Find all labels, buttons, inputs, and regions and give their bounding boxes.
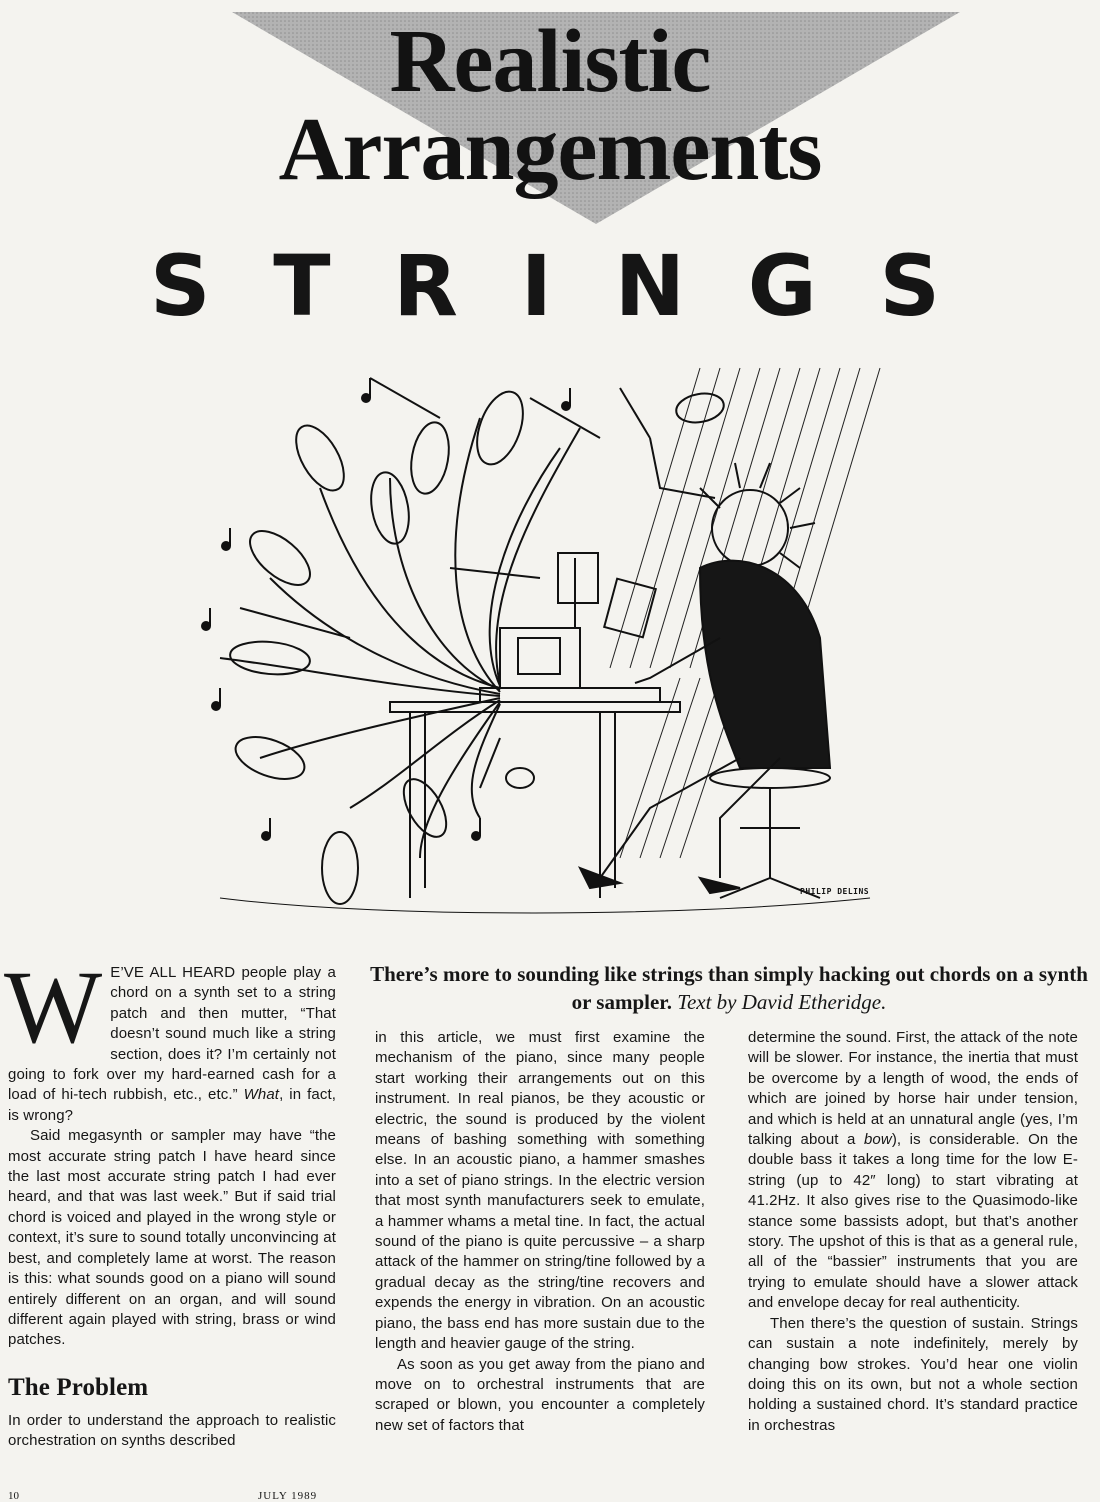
subject-heading (150, 236, 940, 336)
subject-letter: R (393, 237, 458, 335)
opening-tail: , in fact, is wrong? (8, 1086, 336, 1124)
illustration-credit: PHILIP DELINS (800, 887, 870, 896)
paragraph-emphasis: bow (863, 1131, 892, 1149)
page-number: 10 (8, 1490, 19, 1502)
title-line-2: Arrangements (278, 100, 822, 199)
paragraph: In order to understand the approach to realistic orchestration on synths described (8, 1411, 336, 1450)
paragraph-text: ), is considerable. On the double bass it takes a long time for the low E-string (up to 42″ long) to start vibrating at 41.2Hz. It also gives rise to the Quasimodo-like stance some bassists adopt, but that’s another story. The upshot of this is that as a general rule, all of the “bassier” instruments that you are trying to emulate should have a slower attack and envelope decay for real authenticity. (748, 1131, 1079, 1312)
subject-letter: S (879, 237, 940, 335)
standfirst-lead: There’s more to sounding like strings than simply hacking out chords on a synth or sampler. (370, 962, 1088, 1014)
column-2 (375, 1028, 705, 1436)
opening-paragraph (4, 950, 336, 1126)
subject-letter: N (614, 237, 686, 335)
paragraph: Said megasynth or sampler may have “the most accurate string patch I have heard since the last most accurate string patch I had ever heard, and that was last week.” But if said trial chord is voiced and played in the wrong style or context, it’s sure to sound totally unconvincing at best, and completely lame at worst. The reason is this: what sounds good on a piano will sound entirely different on an organ, and will sound different again played with string, brass or wind patches. (8, 1127, 336, 1349)
subject-letter: I (520, 237, 552, 335)
byline: Text by David Etheridge. (677, 990, 887, 1014)
column-3 (748, 1028, 1078, 1436)
paragraph: in this article, we must first examine the mechanism of the piano, since many people start working their arrangements out on this instrument. In real pianos, be they acoustic or electric, the sound is produced by the violent means of bashing something with something else. In an acoustic piano, a hammer smashes into a set of piano strings. In the electric version that most synth manufacturers seek to emulate, a hammer whams a metal tine. In fact, the actual sound of the piano is quite percussive – a sharp attack of the hammer on string/tine followed by a gradual decay as the string/tine recovers and expends the energy in vibration. On an acoustic piano, the bass end has more sustain due to the length and heavier gauge of the string. (375, 1029, 705, 1353)
drop-cap: W (4, 950, 103, 1065)
section-heading: The Problem (8, 1373, 149, 1401)
page-footer (0, 1490, 1100, 1501)
paragraph-text: determine the sound. First, the attack of the note will be slower. For instance, the inertia that must be overcome by a length of wood, the ends of which are joined by horse hair under tension, and which is held at an unnatural angle (yes, I’m talking about a (748, 1029, 1078, 1149)
subject-letter: T (273, 237, 331, 335)
paragraph: As soon as you get away from the piano and move on to orchestral instruments that are scraped or blown, you encounter a completely new set of factors that (375, 1355, 705, 1434)
conductor-illustration (180, 338, 900, 928)
opening-caps: E’VE ALL HEARD (110, 964, 236, 981)
paragraph (748, 1028, 1078, 1314)
subject-letter: G (747, 237, 817, 335)
opening-text: people play a chord on a synth set to a string patch and then mutter, “That doesn’t sound much like a string section, does it? I’m certainly not going to fork over my hard-earned cash for a load of hi-tech rubbish, etc., etc.” (8, 964, 336, 1104)
issue-date: JULY 1989 (258, 1490, 318, 1502)
standfirst (370, 960, 1088, 1016)
opening-emphasis: What (243, 1086, 280, 1104)
subject-letter: S (150, 237, 211, 335)
title-line-1: Realistic (389, 12, 711, 111)
column-1 (4, 950, 336, 1452)
paragraph: Then there’s the question of sustain. Strings can sustain a note indefinitely, merely by changing bow strokes. You’d hear one violin doing this on its own, but not a whole section holding a sustained chord. It’s standard practice in orchestras (748, 1314, 1078, 1434)
